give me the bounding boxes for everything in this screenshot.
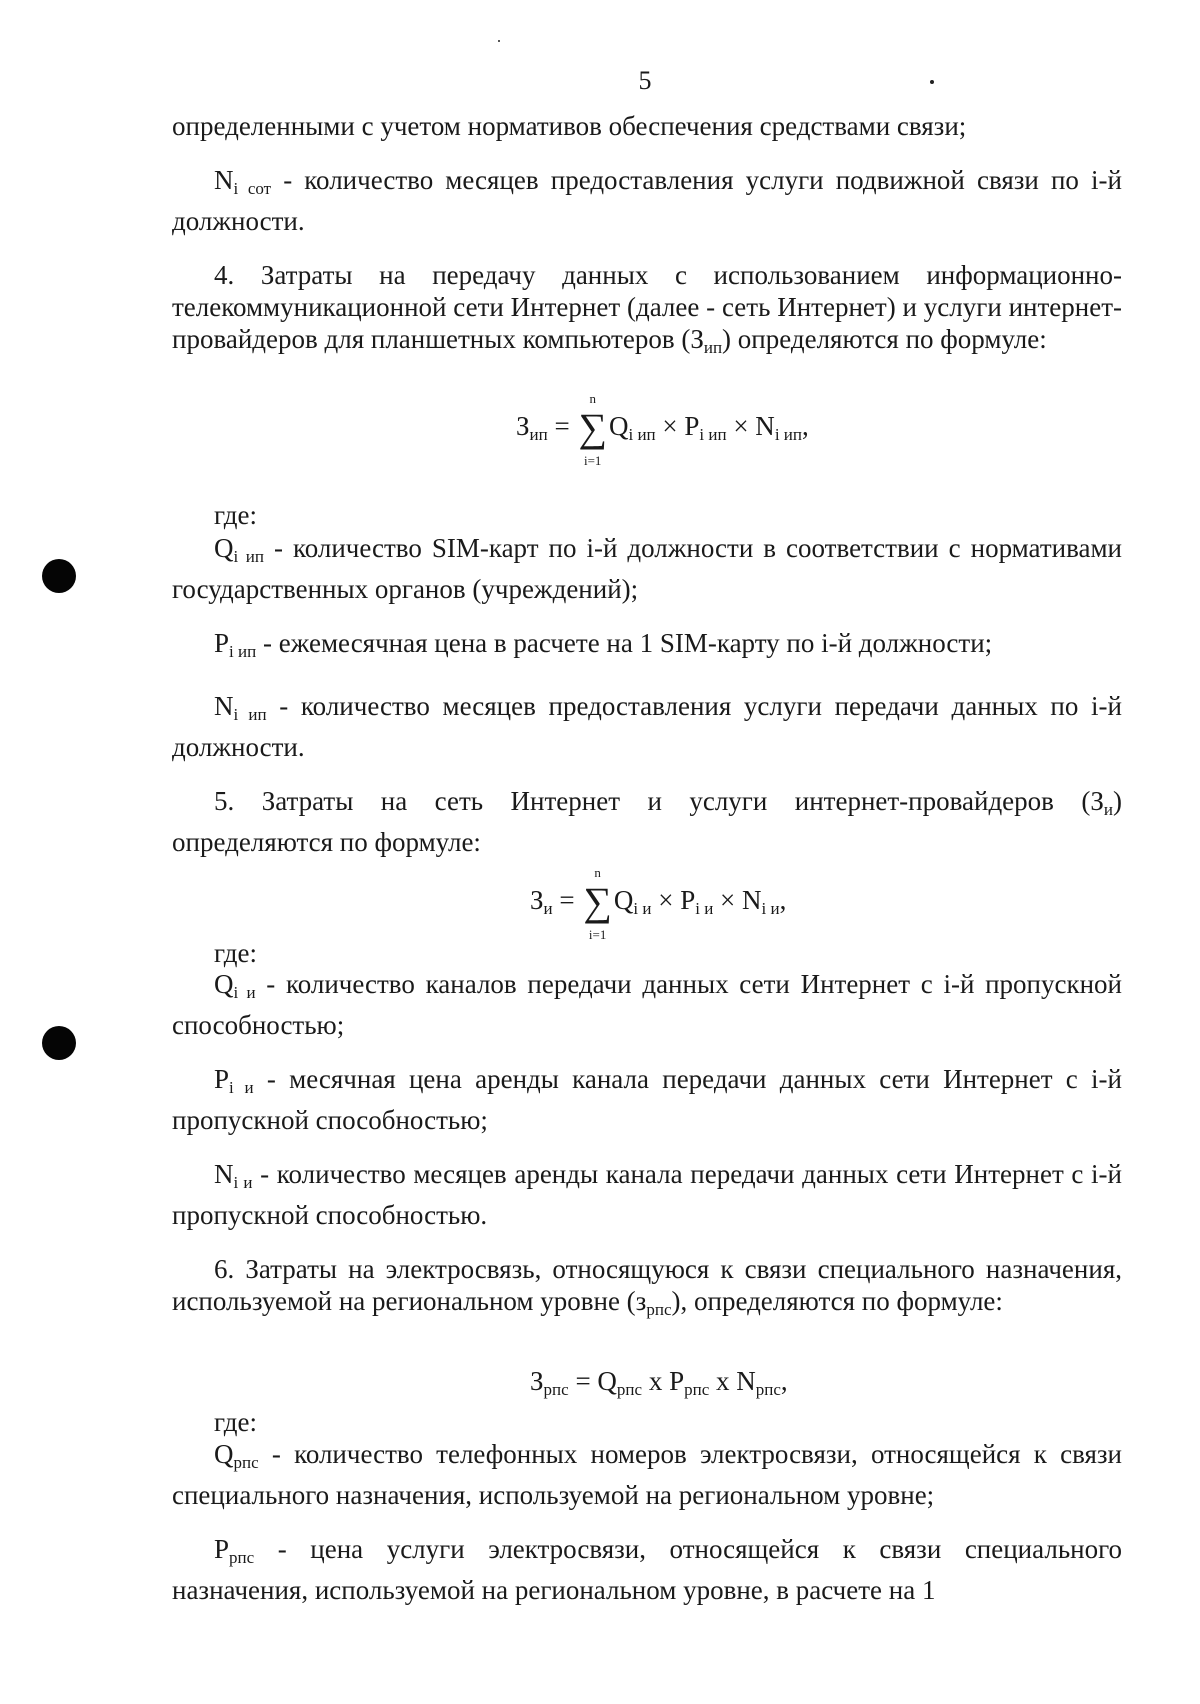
definition-p-rps: $P_{рпс}$ - цена услуги электросвязи, относящейся к связи специального назначения, используемой на региональном уровне, в расчете на 1 — [172, 1534, 1122, 1605]
page-number: 5 — [638, 66, 652, 95]
definition-p-i: $P_{i и}$ - месячная цена аренды канала передачи данных сети Интернет с i-й пропускной способностью; — [172, 1064, 1122, 1135]
scan-speck — [498, 40, 500, 42]
definition-n-i: $N_{i и}$ - количество месяцев аренды канала передачи данных сети Интернет с i-й пропускной способностью. — [172, 1159, 1122, 1230]
paragraph: определенными с учетом нормативов обеспечения средствами связи; — [172, 111, 967, 141]
definition-n-sot: $N_{i сот}$ - количество месяцев предоставления услуги подвижной связи по i-й должности. — [172, 165, 1122, 236]
text-block-1 — [172, 110, 1122, 364]
item-4: 4. Затраты на передачу данных с использованием информационно-телекоммуникационной сети Интернет (далее - сеть Интернет) и услуги интернет-провайдеров для планшетных компьютеров $(З_{ип})$ определяются по формуле: — [172, 260, 1122, 357]
sum-symbol: ∑ n i=1 — [583, 865, 612, 942]
where-label: где: — [214, 938, 257, 968]
punch-hole — [42, 559, 76, 593]
scan-speck — [930, 80, 934, 84]
definition-n-ip: $N_{i ип}$ - количество месяцев предоставления услуги передачи данных по i-й должности. — [172, 691, 1122, 762]
formula-zip: $З_{ип}$ = ∑ n i=1 $Q_{i ип} \times P_{i ип} \times N_{i ип}$, — [516, 391, 809, 468]
item-5: 5. Затраты на сеть Интернет и услуги интернет-провайдеров $(З_и)$ определяются по формуле: — [172, 786, 1122, 857]
text-block-2 — [172, 532, 1122, 858]
item-6: 6. Затраты на электросвязь, относящуюся к связи специального назначения, используемой на региональном уровне $(з_{рпс})$, определяются по формуле: — [172, 1254, 1122, 1319]
text-block-4 — [172, 1438, 1122, 1606]
definition-p-ip: $P_{i ип}$ - ежемесячная цена в расчете на 1 SIM-карту по i-й должности; — [214, 628, 993, 661]
where-label: где: — [214, 1407, 257, 1437]
punch-hole — [42, 1026, 76, 1060]
definition-q-i: $Q_{i и}$ - количество каналов передачи данных сети Интернет с i-й пропускной способностью; — [172, 969, 1123, 1040]
formula-zrps: $З_{рпс} = Q_{рпс}$ х $P_{рпс}$ х $N_{рпс}$, — [530, 1366, 788, 1399]
formula-zi: $З_и$ = ∑ n i=1 $Q_{i и} \times P_{i и} \times N_{i и}$, — [530, 865, 787, 942]
where-label: где: — [214, 500, 257, 530]
sum-symbol: ∑ n i=1 — [578, 391, 607, 468]
definition-q-rps: $Q_{рпс}$ - количество телефонных номеров электросвязи, относящейся к связи специального назначения, используемой на региональном уровне; — [172, 1439, 1122, 1510]
text-block-3 — [172, 968, 1122, 1326]
definition-q-ip: $Q_{i ип}$ - количество SIM-карт по i-й должности в соответствии с нормативами государственных органов (учреждений); — [172, 533, 1123, 604]
